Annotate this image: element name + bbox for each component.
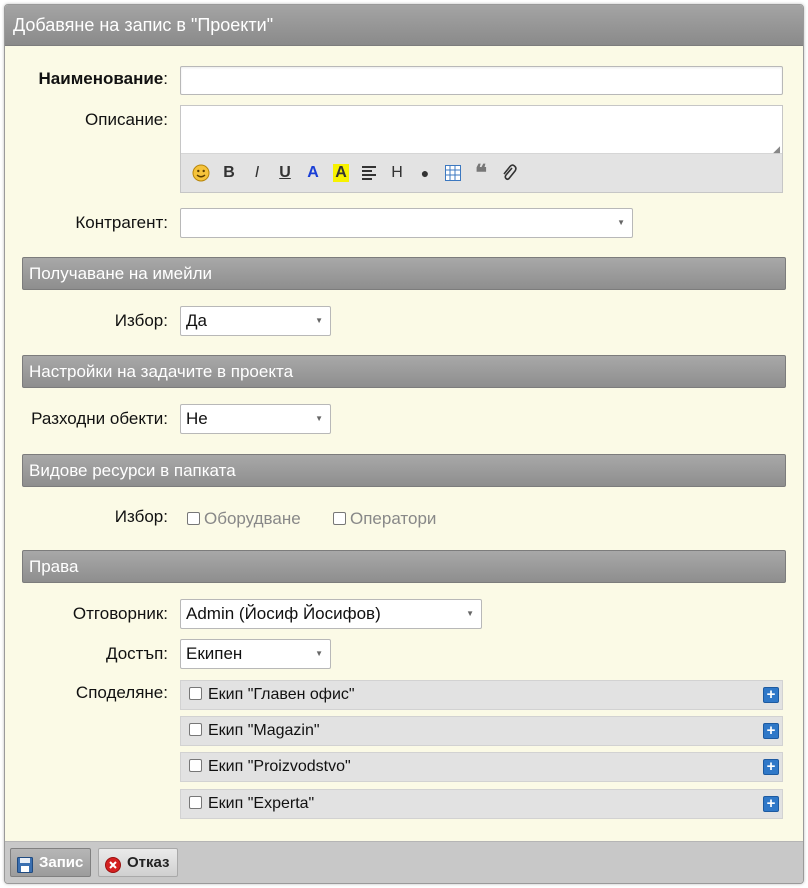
save-button[interactable] — [10, 848, 91, 877]
expenses-select[interactable] — [180, 404, 331, 434]
dialog-title: Добавяне на запис в "Проекти" — [5, 5, 803, 46]
team-label: Екип "Magazin" — [208, 722, 320, 739]
chevron-down-icon: ▼ — [315, 649, 323, 658]
expand-plus-icon[interactable]: + — [763, 796, 779, 812]
chevron-down-icon: ▼ — [315, 414, 323, 423]
expenses-value: Не — [186, 409, 208, 428]
expenses-label: Разходни обекти: — [31, 409, 168, 428]
share-team-row[interactable] — [180, 680, 783, 710]
emails-choice-select[interactable] — [180, 306, 331, 336]
resource-option-label: Оборудване — [204, 509, 301, 528]
checkbox[interactable] — [189, 759, 202, 772]
heading-icon[interactable]: H — [391, 164, 403, 181]
text-color-icon[interactable]: A — [307, 164, 319, 181]
editor-toolbar — [187, 162, 523, 184]
expand-plus-icon[interactable]: + — [763, 687, 779, 703]
name-input[interactable] — [180, 66, 783, 95]
share-team-row[interactable] — [180, 716, 783, 746]
section-emails: Получаване на имейли — [22, 257, 786, 290]
access-value: Екипен — [186, 644, 243, 663]
access-select[interactable] — [180, 639, 331, 669]
italic-icon[interactable]: I — [254, 164, 260, 181]
name-label-colon: : — [163, 69, 168, 88]
align-icon[interactable] — [355, 162, 383, 184]
smiley-icon[interactable] — [187, 162, 215, 184]
description-label: Описание: — [85, 110, 168, 129]
section-tasks: Настройки на задачите в проекта — [22, 355, 786, 388]
checkbox[interactable] — [189, 687, 202, 700]
bullet-icon[interactable]: ● — [420, 165, 430, 181]
cancel-button[interactable] — [98, 848, 178, 877]
team-label: Екип "Proizvodstvo" — [208, 758, 351, 775]
resize-grip-icon[interactable]: ◢ — [773, 144, 780, 154]
counterparty-label: Контрагент: — [75, 213, 168, 232]
responsible-value: Admin (Йосиф Йосифов) — [186, 604, 381, 623]
checkbox[interactable] — [189, 796, 202, 809]
cancel-icon — [105, 855, 121, 871]
floppy-disk-icon — [17, 855, 33, 871]
emails-choice-value: Да — [186, 311, 207, 330]
attach-icon[interactable] — [495, 162, 523, 184]
responsible-label: Отговорник: — [72, 604, 168, 623]
section-resources: Видове ресурси в папката — [22, 454, 786, 487]
bold-icon[interactable]: B — [223, 164, 235, 181]
quote-icon[interactable]: ❝ — [475, 160, 487, 185]
checkbox[interactable] — [187, 512, 200, 525]
cancel-button-label: Отказ — [127, 854, 170, 871]
name-label: Наименование — [38, 69, 164, 88]
add-record-dialog — [4, 4, 804, 884]
share-team-row[interactable] — [180, 789, 783, 819]
resource-option-label: Оператори — [350, 509, 437, 528]
description-textarea[interactable] — [181, 106, 782, 154]
share-team-row[interactable] — [180, 752, 783, 782]
name-label-wrap — [39, 69, 168, 89]
save-button-label: Запис — [39, 854, 84, 871]
chevron-down-icon: ▼ — [315, 316, 323, 325]
table-icon[interactable] — [439, 162, 467, 184]
expand-plus-icon[interactable]: + — [763, 723, 779, 739]
dialog-footer — [5, 841, 803, 883]
chevron-down-icon: ▼ — [466, 609, 474, 618]
description-editor — [180, 105, 783, 193]
highlight-icon[interactable]: A — [335, 164, 347, 181]
checkbox[interactable] — [333, 512, 346, 525]
team-label: Екип "Experta" — [208, 795, 315, 812]
emails-choice-label: Избор: — [114, 311, 168, 330]
underline-icon[interactable]: U — [279, 164, 291, 181]
resource-option-operators[interactable] — [333, 509, 436, 529]
responsible-select[interactable] — [180, 599, 482, 629]
chevron-down-icon: ▼ — [617, 218, 625, 227]
checkbox[interactable] — [189, 723, 202, 736]
resource-option-equipment[interactable] — [187, 509, 301, 529]
team-label: Екип "Главен офис" — [208, 686, 355, 703]
access-label: Достъп: — [106, 644, 168, 663]
section-rights: Права — [22, 550, 786, 583]
counterparty-select[interactable] — [180, 208, 633, 238]
resources-choice-label: Избор: — [114, 507, 168, 526]
expand-plus-icon[interactable]: + — [763, 759, 779, 775]
sharing-label: Споделяне: — [75, 683, 168, 702]
